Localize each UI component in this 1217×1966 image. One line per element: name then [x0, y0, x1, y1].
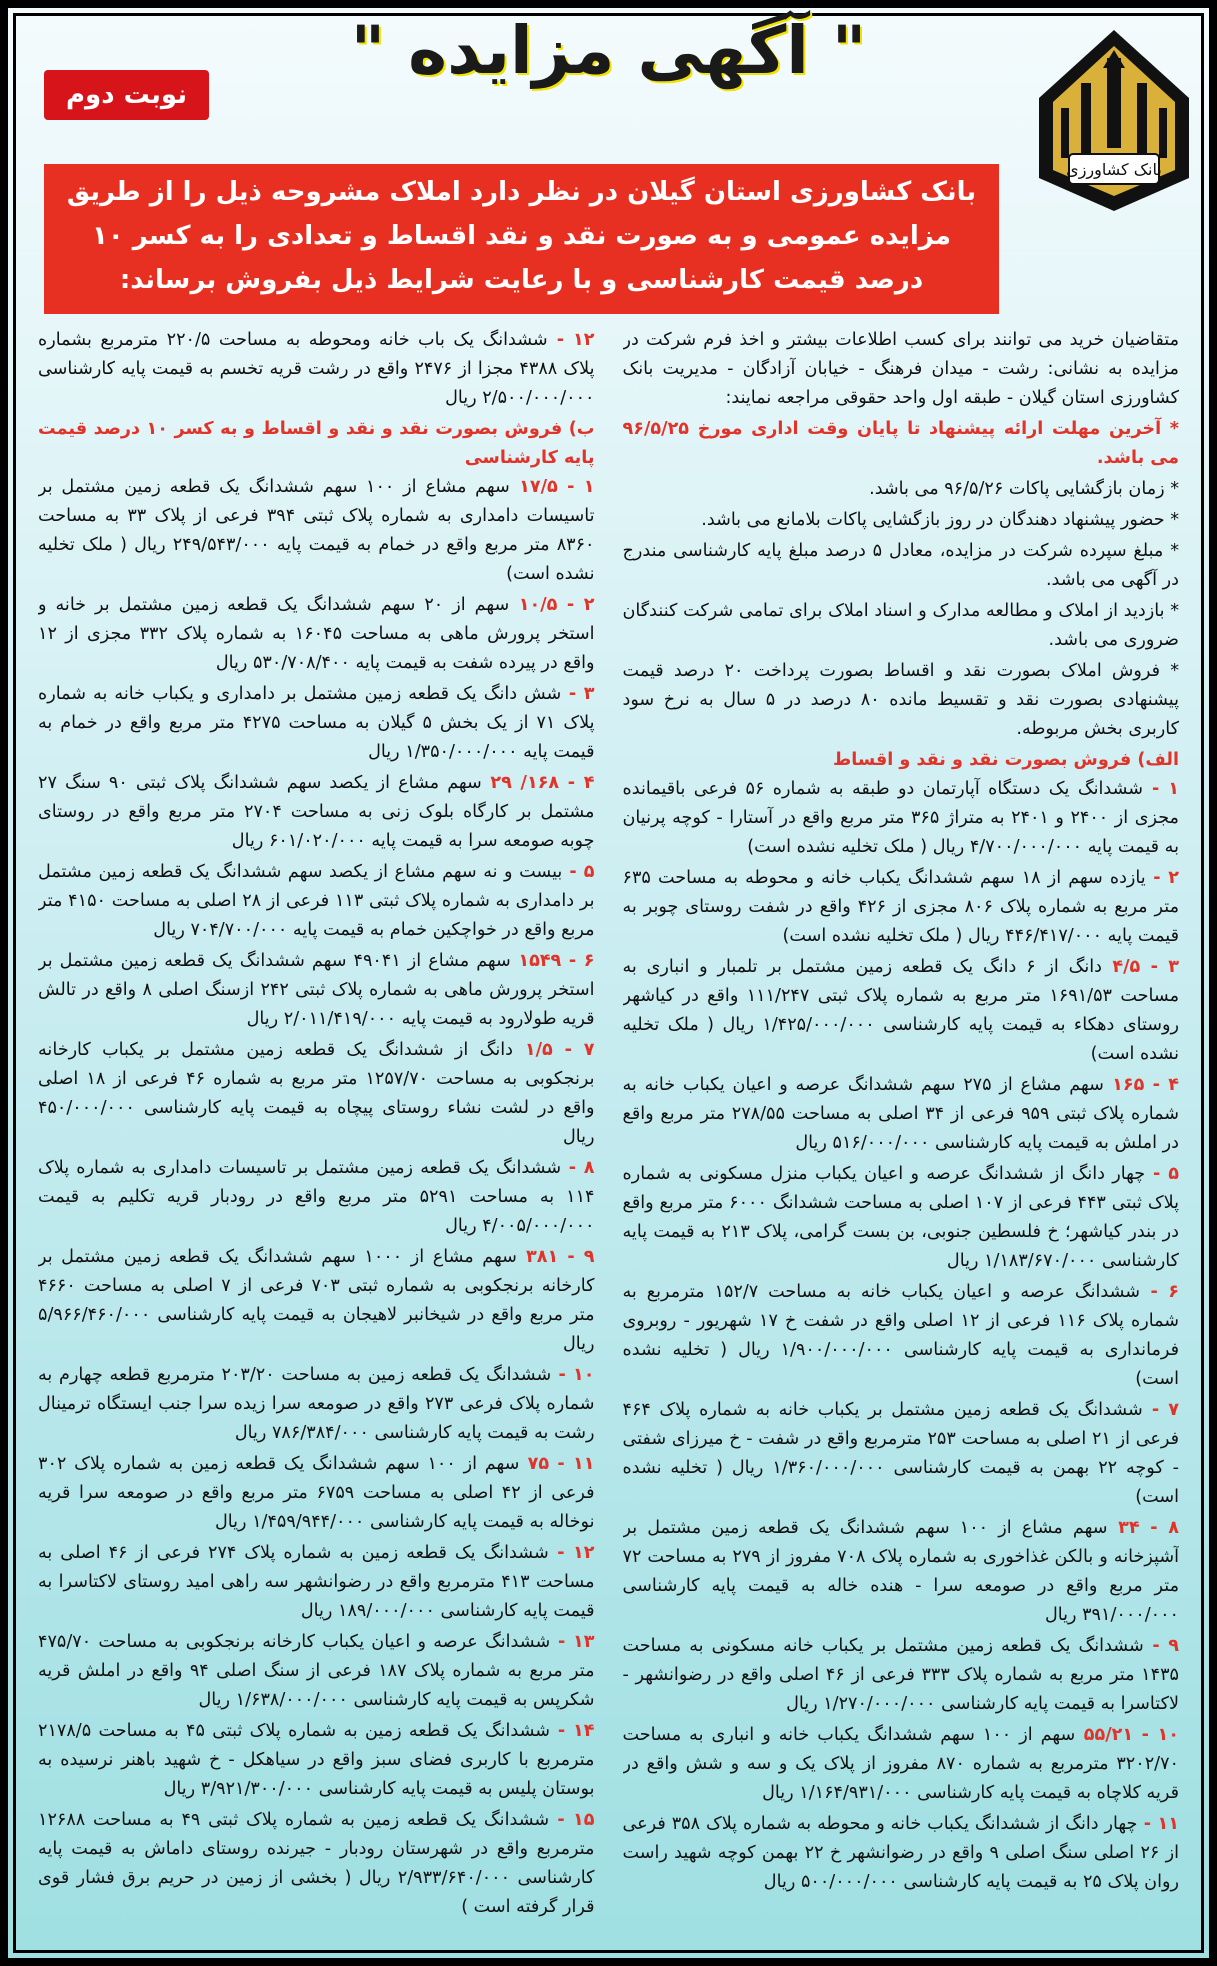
left-column — [38, 326, 595, 1936]
item-text: سهم مشاع از ۱۰۰ سهم ششدانگ یک قطعه زمین مشتمل بر آشپزخانه و بالکن غذاخوری به شماره پلاک ۷۰۸ مفروز از ۲۷۹ به مساحت ۷۲ متر مربع واقع در صومعه سرا - هنده خاله به قیمت پایه کارشناسی ۳۹۱/۰۰۰/۰۰۰ ریال — [622, 1518, 1179, 1625]
section-b-heading: ب) فروش بصورت نقد و نقد و اقساط و به کسر ۱۰ درصد قیمت پایه کارشناسی — [38, 419, 595, 468]
property-item — [623, 1810, 1180, 1897]
logo-text: بانک کشاورزی — [1066, 160, 1162, 179]
item-number: ۴ - ۱۶۸/ ۲۹ — [481, 773, 595, 793]
section-a-items — [623, 775, 1180, 1897]
property-item — [623, 1160, 1180, 1276]
item-text: ششدانگ یک قطعه زمین به مساحت ۲۰۳/۲۰ مترمربع قطعه چهارم به شماره پلاک فرعی ۲۷۳ واقع در صومعه سرا زیده سرا جنب ایستگاه ترمینال رشت به قیمت پایه کارشناسی ۷۸۶/۳۸۴/۰۰۰ ریال — [38, 1365, 595, 1443]
item-number: ۱۳ - — [550, 1632, 595, 1652]
deadline-text: * آخرین مهلت ارائه پیشنهاد تا پایان وقت اداری مورخ ۹۶/۵/۲۵ می باشد. — [622, 419, 1179, 468]
item-text: سهم مشاع از ۱۰۰۰ سهم ششدانگ یک قطعه زمین مشتمل بر کارخانه برنجکوبی به شماره ثبتی ۷۰۳ فرعی از ۷ اصلی به مساحت ۴۶۶۰ متر مربع واقع در شیخانبر لاهیجان به قیمت پایه کارشناسی ۵/۹۶۶/۴۶۰/۰۰۰ ریال — [38, 1247, 595, 1354]
round-badge: نوبت دوم — [44, 70, 209, 120]
item-text: بیست و نه سهم مشاع از یکصد سهم ششدانگ یک قطعه زمین مشتمل بر دامداری به شماره پلاک ثبتی ۱۱۳ فرعی از ۲۸ اصلی به مساحت ۴۱۵۰ متر مربع واقع در خواچکین خمام به قیمت پایه ۷۰۴/۷۰۰/۰۰۰ ریال — [38, 862, 595, 940]
item-text: چهار دانگ از ششدانگ عرصه و اعیان یکباب منزل مسکونی به شماره پلاک ثبتی ۴۴۳ فرعی از ۱۰۷ اصلی به مساحت ششدانگ ۶۰۰۰ متر مربع واقع در بندر کیاشهر؛ خ فلسطین جنوبی، بن بست گرامی، پلاک ۲۱۳ به قیمت پایه کارشناسی ۱/۱۸۳/۶۷۰/۰۰۰ ریال — [622, 1164, 1179, 1271]
property-item — [38, 1036, 595, 1152]
item-number: ۳ - ۴/۵ — [1101, 957, 1179, 977]
item-number: ۲ - ۱۰/۵ — [509, 595, 595, 615]
item-text: دانگ از ششدانگ یک قطعه زمین مشتمل بر یکباب کارخانه برنجکوبی به مساحت ۱۲۵۷/۷۰ متر مربع به شماره ۴۶ فرعی از ۱۸ اصلی واقع در لشت نشاء روستای پیچاه به قیمت پایه کارشناسی ۴۵۰/۰۰۰/۰۰۰ ریال — [38, 1040, 595, 1147]
item-text: سهم مشاع از یکصد سهم ششدانگ پلاک ثبتی ۹۰ سنگ ۲۷ مشتمل بر کارگاه بلوک زنی به مساحت ۲۷۰۴ متر مربع واقع در روستای چوبه صومعه سرا به قیمت پایه ۶۰۱/۰۲۰/۰۰۰ ریال — [38, 773, 595, 851]
section-a-heading: الف) فروش بصورت نقد و نقد و اقساط — [832, 750, 1179, 770]
item-number: ۶ - — [1140, 1282, 1179, 1302]
property-item — [38, 680, 595, 767]
item-text: ششدانگ یک قطعه زمین به شماره پلاک ثبتی ۴۵ به مساحت ۲۱۷۸/۵ مترمربع با کاربری فضای سبز واقع در سیاهکل - خ شهید باهنر نرسیده به بوستان پلیس به قیمت پایه کارشناسی ۳/۹۲۱/۳۰۰/۰۰۰ ریال — [38, 1721, 595, 1799]
item-number: ۱۱ - — [1137, 1814, 1179, 1834]
item-text: یازده سهم از ۱۸ سهم ششدانگ یکباب خانه و محوطه به مساحت ۶۳۵ متر مربع به شماره پلاک ۸۰۶ مجزی از ۴۲۶ واقع در شفت روستای چوبر به قیمت پایه ۴۴۶/۴۱۷/۰۰۰ ریال ( ملک تخلیه نشده است) — [622, 868, 1179, 946]
item-text: دانگ از ۶ دانگ یک قطعه زمین مشتمل بر تلمبار و انباری به مساحت ۱۶۹۱/۵۳ متر مربع به شماره پلاک ثبتی ۱۱۱/۲۴۷ واقع در کیاشهر روستای دهکاء به قیمت پایه کارشناسی ۱/۴۲۵/۰۰۰/۰۰۰ ریال ( ملک تخلیه نشده است) — [622, 957, 1179, 1064]
condition-item: * مبلغ سپرده شرکت در مزایده، معادل ۵ درصد مبلغ پایه کارشناسی مندرج در آگهی می باشد. — [622, 541, 1179, 590]
property-item — [38, 1806, 595, 1922]
item-text: سهم مشاع از ۱۰۰ سهم ششدانگ یک قطعه زمین مشتمل بر تاسیسات دامداری به شماره پلاک ثبتی ۳۹۴ فرعی از پلاک ۳۳ به مساحت ۸۳۶۰ متر مربع واقع در خمام به قیمت پایه ۲۴۹/۵۴۳/۰۰۰ ریال ( ملک تخلیه نشده است) — [38, 477, 595, 584]
section-b-items — [38, 473, 595, 1922]
item-text: ششدانگ یک باب خانه ومحوطه به مساحت ۲۲۰/۵ مترمربع بشماره پلاک ۴۳۸۸ مجزا از ۲۴۷۶ واقع در رشت قریه تخسم به قیمت پایه کارشناسی ۲/۵۰۰/۰۰۰/۰۰۰ ریال — [38, 330, 595, 408]
condition-item: * بازدید از املاک و مطالعه مدارک و اسناد املاک برای تمامی شرکت کنندگان ضروری می باشد. — [622, 601, 1179, 650]
bank-keshavarzi-logo — [1029, 28, 1199, 213]
condition-item: * حضور پیشنهاد دهندگان در روز بازگشایی پاکات بلامانع می باشد. — [701, 510, 1179, 530]
item-number: ۸ - — [561, 1158, 595, 1178]
page-title: " آگهی مزایده " — [350, 12, 867, 89]
item-number: ۷ - — [1142, 1400, 1179, 1420]
property-item — [38, 1628, 595, 1715]
property-item — [38, 1450, 595, 1537]
property-item — [623, 864, 1180, 951]
item-text: سهم از ۲۰ سهم ششدانگ یک قطعه زمین مشتمل بر خانه و استخر پرورش ماهی به مساحت ۱۶۰۴۵ به شماره پلاک ۳۳۲ مجزی از ۱۲ واقع در پیرده شفت به قیمت پایه ۵۳۰/۷۰۸/۴۰۰ ریال — [38, 595, 595, 673]
property-item — [38, 1539, 595, 1626]
item-text: ششدانگ یک دستگاه آپارتمان دو طبقه به شماره ۵۶ فرعی باقیمانده مجزی از ۲۴۰۰ و ۲۴۰۱ به متراژ ۳۶۵ متر مربع واقع در آستارا - کوچه پرنیان به قیمت پایه ۴/۷۰۰/۰۰۰/۰۰۰ ریال ( ملک تخلیه نشده است) — [622, 779, 1179, 857]
property-item — [623, 775, 1180, 862]
item-number: ۱۰ - ۵۵/۲۱ — [1075, 1725, 1179, 1745]
item-number: ۹ - ۳۸۱ — [516, 1247, 595, 1267]
item-number: ۱ - ۱۷/۵ — [509, 477, 595, 497]
item-text: شش دانگ یک قطعه زمین مشتمل بر دامداری و یکباب خانه به شماره پلاک ۷۱ از یک بخش ۵ گیلان به مساحت ۴۲۷۵ متر مربع واقع در خمام به قیمت پایه ۱/۳۵۰/۰۰۰/۰۰۰ ریال — [38, 684, 595, 762]
property-item — [38, 326, 595, 413]
columns — [38, 326, 1179, 1936]
intro-text: متقاضیان خرید می توانند برای کسب اطلاعات بیشتر و اخذ فرم شرکت در مزایده به نشانی: رشت - میدان فرهنگ - خیابان آزادگان - مدیریت بانک کشاورزی استان گیلان - طبقه اول واحد حقوقی مراجعه نمایند: — [622, 330, 1179, 408]
item-text: ششدانگ یک قطعه زمین مشتمل بر تاسیسات دامداری به شماره پلاک ۱۱۴ به مساحت ۵۲۹۱ متر مربع واقع در رودبار قریه تکلیم به قیمت ۴/۰۰۵/۰۰۰/۰۰۰ ریال — [38, 1158, 595, 1236]
property-item — [38, 947, 595, 1034]
item-number: ۱۲ - — [548, 1543, 595, 1563]
property-item — [38, 591, 595, 678]
property-item — [623, 1278, 1180, 1394]
property-item — [623, 1514, 1180, 1630]
condition-item: * زمان بازگشایی پاکات ۹۶/۵/۲۶ می باشد. — [869, 479, 1179, 499]
item-text: سهم از ۱۰۰ سهم ششدانگ یکباب خانه و انباری به مساحت ۳۲۰۲/۷۰ مترمربع به شماره ۸۷۰ مفروز از پلاک یک و سه و شش واقع در قریه کلاچاه به قیمت پایه کارشناسی ۱/۱۶۴/۹۳۱/۰۰۰ ریال — [622, 1725, 1179, 1803]
item-number: ۸ - ۳۴ — [1107, 1518, 1179, 1538]
item-number: ۱۱ - ۷۵ — [519, 1454, 595, 1474]
item-number: ۱۲ - — [547, 330, 595, 350]
item-text: ششدانگ یک قطعه زمین مشتمل بر یکباب خانه مسکونی به مساحت ۱۴۳۵ متر مربع به شماره پلاک ۳۳۳ فرعی از ۴۶ اصلی واقع در رضوانشهر - لاکتاسرا به قیمت پایه کارشناسی ۱/۲۷۰/۰۰۰/۰۰۰ ریال — [622, 1636, 1179, 1714]
property-item — [38, 1154, 595, 1241]
item-number: ۱۰ - — [551, 1365, 595, 1385]
conditions-list — [623, 475, 1180, 744]
item-text: سهم مشاع از ۴۹۰۴۱ سهم ششدانگ یک قطعه زمین مشتمل بر استخر پرورش ماهی به شماره پلاک ثبتی ۲۴۲ ازسنگ اصلی ۸ واقع در تالش قریه طولارود به قیمت پایه ۲/۰۱۱/۴۱۹/۰۰۰ ریال — [38, 951, 595, 1029]
right-column — [623, 326, 1180, 1936]
item-number: ۲ - — [1145, 868, 1179, 888]
property-item — [38, 858, 595, 945]
property-item — [623, 1632, 1180, 1719]
item-number: ۱۴ - — [550, 1721, 595, 1741]
item-number: ۳ - — [561, 684, 595, 704]
property-item — [38, 769, 595, 856]
item-text: سهم مشاع از ۲۷۵ سهم ششدانگ عرصه و اعیان یکباب خانه به شماره پلاک ثبتی ۹۵۹ فرعی از ۳۴ اصلی به مساحت ۲۷۸/۵۵ متر مربع واقع در املش به قیمت پایه کارشناسی ۵۱۶/۰۰۰/۰۰۰ ریال — [622, 1075, 1179, 1153]
item-number: ۱ - — [1143, 779, 1179, 799]
item-text: سهم از ۱۰۰ سهم ششدانگ یک قطعه زمین به شماره پلاک ۳۰۲ فرعی از ۴۲ اصلی به مساحت ۶۷۵۹ متر مربع واقع در صومعه سرا قریه نوخاله به قیمت پایه کارشناسی ۱/۴۵۹/۹۴۴/۰۰۰ ریال — [38, 1454, 595, 1532]
property-item — [623, 1071, 1180, 1158]
item-text: ششدانگ یک قطعه زمین به شماره پلاک ثبتی ۴۹ به مساحت ۱۲۶۸۸ مترمربع واقع در شهرستان رودبار - جیرنده روستای داماش به قیمت پایه کارشناسی ۲/۹۳۳/۶۴۰/۰۰۰ ریال ( بخشی از زمین در حریم برق فشار قوی قرار گرفته است ) — [38, 1810, 595, 1917]
condition-item: * فروش املاک بصورت نقد و اقساط بصورت پرداخت ۲۰ درصد قیمت پیشنهادی بصورت نقد و تقسیط مانده ۸۰ درصد در ۵ سال به نرخ سود کاربری بخش مربوطه. — [622, 661, 1179, 739]
property-item — [623, 1721, 1180, 1808]
item-number: ۵ - — [562, 862, 595, 882]
property-item — [623, 953, 1180, 1069]
item-text: چهار دانگ از ششدانگ یکباب خانه و محوطه به شماره پلاک ۳۵۸ فرعی از ۲۶ اصلی سنگ اصلی ۹ واقع در رضوانشهر خ ۲۲ بهمن کوچه شهید راست روان پلاک ۲۵ به قیمت پایه کارشناسی ۵۰۰/۰۰۰/۰۰۰ ریال — [622, 1814, 1179, 1892]
item-text: ششدانگ یک قطعه زمین مشتمل بر یکباب خانه به شماره پلاک ۴۶۴ فرعی از ۲۱ اصلی به مساحت ۲۵۳ مترمربع واقع در شفت - خ میرزای شفتی - کوچه ۲۲ بهمن به قیمت کارشناسی ۱/۳۶۰/۰۰۰/۰۰۰ ریال ( تخلیه نشده است) — [622, 1400, 1179, 1507]
item-number: ۴ - ۱۶۵ — [1103, 1075, 1179, 1095]
item-number: ۵ - — [1145, 1164, 1179, 1184]
item-number: ۷ - ۱/۵ — [512, 1040, 595, 1060]
item-text: ششدانگ عرصه و اعیان یکباب خانه به مساحت ۱۵۲/۷ مترمربع به شماره پلاک ۱۱۶ فرعی از ۱۲ اصلی واقع در شفت خ ۱۷ شهریور - روبروی فرمانداری به قیمت پایه کارشناسی ۱/۹۰۰/۰۰۰/۰۰۰ ریال ( تخلیه نشده است) — [622, 1282, 1179, 1389]
property-item — [38, 473, 595, 589]
intro-banner: بانک کشاورزی استان گیلان در نظر دارد املاک مشروحه ذیل را از طریق مزایده عمومی و به صورت نقد و نقد اقساط و تعدادی را به کسر ۱۰ درصد قیمت کارشناسی و با رعایت شرایط ذیل بفروش برساند: — [44, 164, 999, 314]
property-item — [38, 1243, 595, 1359]
item-number: ۱۵ - — [549, 1810, 595, 1830]
property-item — [623, 1396, 1180, 1512]
section-a-items-continued — [38, 326, 595, 413]
property-item — [38, 1717, 595, 1804]
item-text: ششدانگ یک قطعه زمین به شماره پلاک ۲۷۴ فرعی از ۴۶ اصلی به مساحت ۴۱۳ مترمربع واقع در رضوانشهر سه راهی امید روستای لاکتاسرا به قیمت پایه کارشناسی ۱۸۹/۰۰۰/۰۰۰ ریال — [38, 1543, 595, 1621]
property-item — [38, 1361, 595, 1448]
item-number: ۶ - ۱۵۴۹ — [510, 951, 595, 971]
item-number: ۹ - — [1143, 1636, 1179, 1656]
item-text: ششدانگ عرصه و اعیان یکباب کارخانه برنجکوبی به مساحت ۴۷۵/۷۰ متر مربع به شماره پلاک ۱۸۷ فرعی از سنگ اصلی ۹۴ واقع در املش قریه شکرپس به قیمت پایه کارشناسی ۱/۶۳۸/۰۰۰/۰۰۰ ریال — [38, 1632, 595, 1710]
